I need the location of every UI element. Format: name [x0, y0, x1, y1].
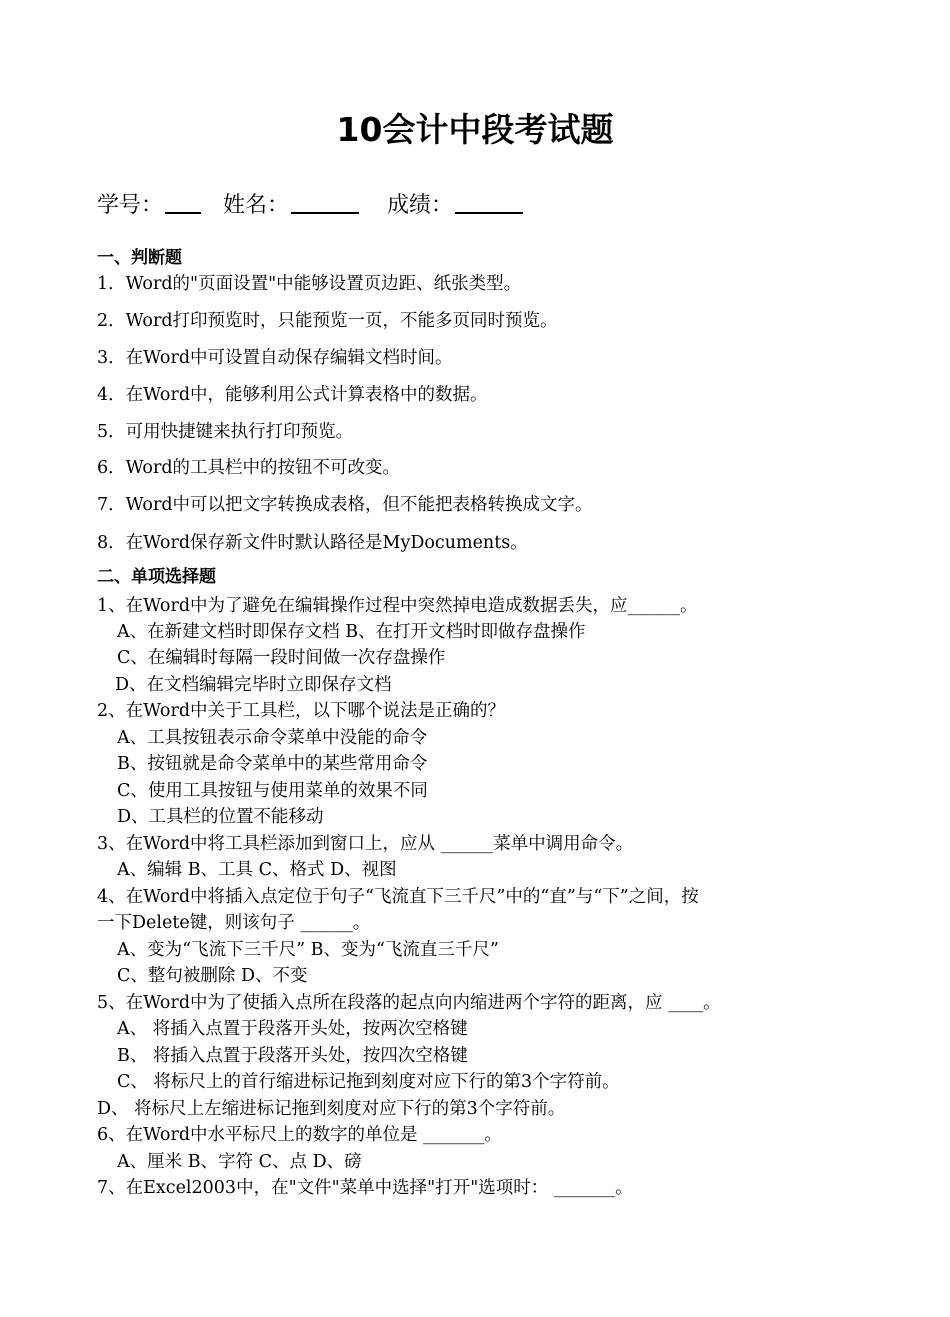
mc-option-line: C、 将标尺上的首行缩进标记拖到刻度对应下行的第3个字符前。	[117, 1072, 620, 1092]
mc-option-line: C、使用工具按钮与使用菜单的效果不同	[117, 781, 428, 801]
mc-option-line: A、在新建文档时即保存文档 B、在打开文档时即做存盘操作	[117, 622, 586, 642]
tf-question-6: 6．Word的工具栏中的按钮不可改变。	[97, 458, 401, 478]
mc-question-7: 7、在Excel2003中，在"文件"菜单中选择"打开"选项时： _______。	[97, 1178, 633, 1198]
name-blank	[291, 190, 359, 214]
mc-option-line: A、编辑 B、工具 C、格式 D、视图	[117, 860, 397, 880]
student-id-label: 学号：	[97, 193, 164, 218]
mc-option-line: A、工具按钮表示命令菜单中没能的命令	[117, 728, 428, 748]
student-info-line	[97, 188, 523, 224]
mc-question-5: 5、在Word中为了使插入点所在段落的起点向内缩进两个字符的距离，应 ____。	[97, 993, 721, 1013]
score-label: 成绩：	[387, 193, 454, 218]
tf-question-1: 1．Word的"页面设置"中能够设置页边距、纸张类型。	[97, 274, 522, 294]
mc-option-line: A、厘米 B、字符 C、点 D、磅	[117, 1152, 362, 1172]
mc-option-line: B、 将插入点置于段落开头处，按四次空格键	[117, 1046, 468, 1066]
tf-question-7: 7．Word中可以把文字转换成表格，但不能把表格转换成文字。	[97, 495, 593, 515]
mc-question-2: 2、在Word中关于工具栏，以下哪个说法是正确的？	[97, 701, 506, 721]
name-label: 姓名：	[223, 193, 290, 218]
tf-question-3: 3．在Word中可设置自动保存编辑文档时间。	[97, 348, 453, 368]
section-heading-true-false: 一、判断题	[97, 248, 182, 268]
mc-option-line: B、按钮就是命令菜单中的某些常用命令	[117, 754, 428, 774]
mc-option-line: D、工具栏的位置不能移动	[117, 807, 324, 827]
mc-option-line: D、在文档编辑完毕时立即保存文档	[115, 675, 392, 695]
score-blank	[455, 190, 523, 214]
section-heading-single-choice: 二、单项选择题	[97, 567, 216, 587]
page-title: 10会计中段考试题	[336, 110, 614, 149]
tf-question-2: 2．Word打印预览时，只能预览一页，不能多页同时预览。	[97, 311, 558, 331]
mc-question-3: 3、在Word中将工具栏添加到窗口上，应从 ______菜单中调用命令。	[97, 834, 634, 854]
tf-question-4: 4．在Word中，能够利用公式计算表格中的数据。	[97, 385, 488, 405]
mc-option-line: C、整句被删除 D、不变	[117, 966, 308, 986]
tf-question-5: 5．可用快捷键来执行打印预览。	[97, 422, 354, 442]
mc-option-line: D、 将标尺上左缩进标记拖到刻度对应下行的第3个字符前。	[97, 1099, 566, 1119]
mc-question-4-cont: 一下Delete键，则该句子 ______。	[97, 913, 371, 933]
mc-question-1: 1、在Word中为了避免在编辑操作过程中突然掉电造成数据丢失，应______。	[97, 596, 698, 616]
student-id-blank	[165, 190, 201, 214]
mc-question-6: 6、在Word中水平标尺上的数字的单位是 _______。	[97, 1125, 502, 1145]
mc-option-line: A、 将插入点置于段落开头处，按两次空格键	[117, 1019, 468, 1039]
mc-option-line: C、在编辑时每隔一段时间做一次存盘操作	[117, 648, 446, 668]
mc-option-line: A、变为“飞流下三千尺” B、变为“飞流直三千尺”	[117, 940, 499, 960]
tf-question-8: 8．在Word保存新文件时默认路径是MyDocuments。	[97, 533, 528, 553]
mc-question-4: 4、在Word中将插入点定位于句子“飞流直下三千尺”中的“直”与“下”之间，按	[97, 887, 699, 907]
